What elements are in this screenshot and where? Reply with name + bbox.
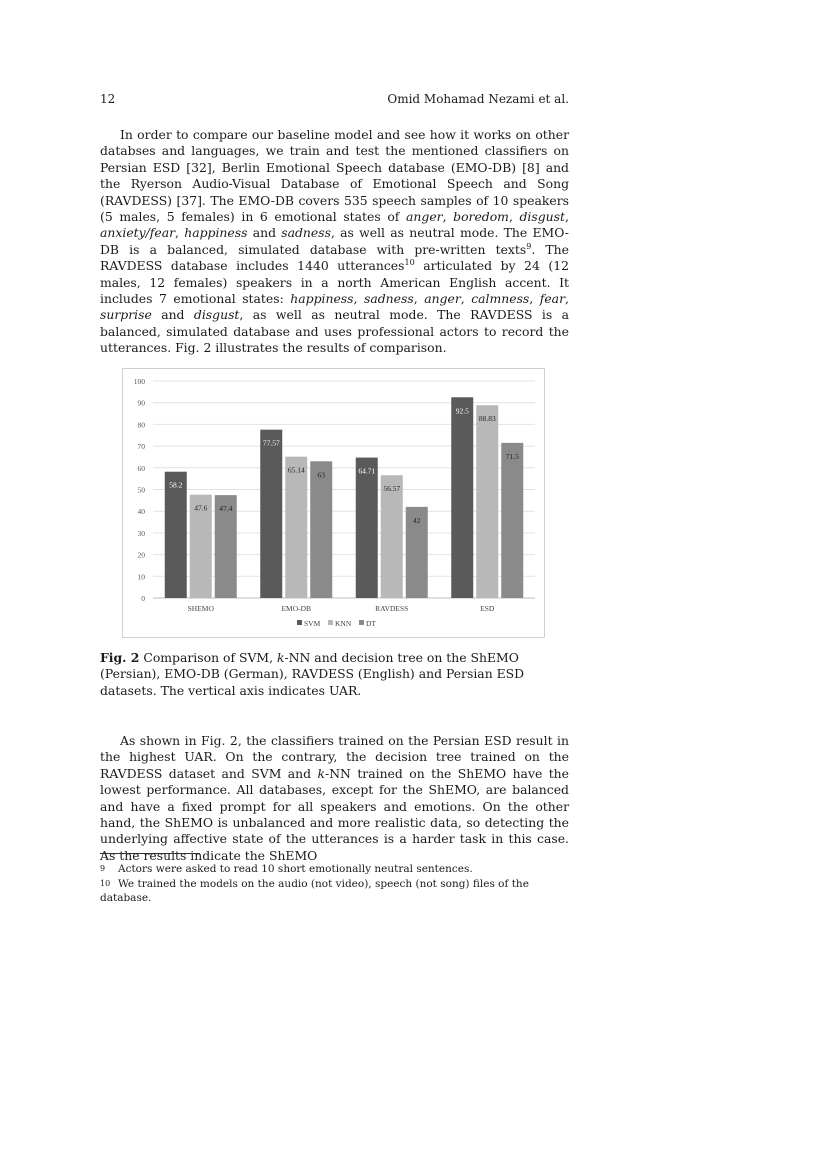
data-label: 65.14 [287, 465, 305, 475]
bar-knn [476, 405, 498, 598]
paragraph-comparison-intro: In order to compare our baseline model and see how it works on other databses and languages, we train and test the mentioned classifiers on Persian ESD [32], Berlin Emotional Speech database (EMO-DB) [8] and the Ryerson Audio-Visual Database of Emotional Speech and Song (RAVDESS) [37]. The EMO-DB covers 535 speech samples of 10 speakers (5 males, 5 females) in 6 emotional states of anger, boredom, disgust, anxiety/fear, happiness and sadness, as well as neutral mode. The EMO-DB is a balanced, simulated database with pre-written texts$^9$. The RAVDESS database includes 1440 utterances$^{10}$ articulated by 24 (12 males, 12 females) speakers in a north American English accent. It includes 7 emotional states: happiness, sadness, anger, calmness, fear, surprise and disgust, as well as neutral mode. The RAVDESS is a balanced, simulated database and uses professional actors to record the utterances. Fig. 2 illustrates the results of comparison. [100, 127, 569, 356]
page-number: 12 [100, 92, 116, 106]
x-tick-label: SHEMO [187, 604, 214, 613]
bar-chart [123, 369, 544, 637]
x-tick-label: ESD [480, 604, 495, 613]
y-tick-label: 40 [137, 507, 145, 517]
legend-swatch-svm [297, 620, 302, 625]
data-label: 77.57 [262, 438, 280, 448]
y-tick-label: 10 [137, 572, 145, 582]
legend-swatch-dt [359, 620, 364, 625]
y-tick-label: 100 [133, 377, 145, 386]
legend-label-dt: DT [366, 619, 376, 628]
bar-svm [356, 458, 378, 598]
data-label: 47.4 [219, 504, 233, 514]
data-label: 42 [413, 515, 421, 525]
y-tick-label: 90 [137, 398, 145, 408]
y-tick-label: 20 [137, 550, 145, 560]
y-tick-label: 80 [137, 420, 145, 430]
bar-svm [451, 397, 473, 598]
footnote-10: 10 We trained the models on the audio (not video), speech (not song) files of the database. [100, 878, 529, 904]
bar-dt [501, 443, 523, 598]
y-tick-label: 60 [137, 463, 145, 473]
data-label: 58.2 [169, 480, 183, 490]
bar-svm [165, 472, 187, 598]
footnote-9: 9 Actors were asked to read 10 short emotionally neutral sentences. [100, 863, 473, 875]
footnote-divider [100, 853, 200, 854]
data-label: 56.57 [383, 484, 401, 494]
data-label: 63 [317, 470, 325, 480]
data-label: 71.5 [505, 451, 519, 461]
figure-caption: Fig. 2 Comparison of SVM, k-NN and decision tree on the ShEMO (Persian), EMO-DB (German), RAVDESS (English) and Persian ESD datasets. The vertical axis indicates UAR. [100, 650, 525, 698]
data-label: 64.71 [358, 466, 376, 476]
bar-dt [310, 461, 332, 598]
x-tick-label: RAVDESS [375, 604, 409, 613]
y-tick-label: 70 [137, 442, 145, 452]
y-tick-label: 50 [137, 485, 145, 495]
y-tick-label: 30 [137, 528, 145, 538]
footnote-ref-10: 10 [404, 258, 415, 268]
data-label: 47.6 [194, 503, 208, 513]
legend-label-knn: KNN [335, 619, 352, 628]
legend-swatch-knn [328, 620, 333, 625]
footnote-ref-9: 9 [526, 241, 532, 251]
paragraph-results-discussion: As shown in Fig. 2, the classifiers trained on the Persian ESD result in the highest UAR. On the contrary, the decision tree trained on the RAVDESS dataset and SVM and k-NN trained on the ShEMO have the lowest performance. All databases, except for the ShEMO, are balanced and have a fixed prompt for all speakers and emotions. On the other hand, the ShEMO is unbalanced and more realistic data, so detecting the underlying affective state of the utterances is a harder task in this case. As the results indicate the ShEMO [100, 733, 569, 863]
figure-2-chart [122, 368, 545, 638]
legend-label-svm: SVM [304, 619, 321, 628]
bar-svm [260, 430, 282, 598]
data-label: 92.5 [455, 406, 469, 416]
bar-knn [381, 475, 403, 598]
x-tick-label: EMO-DB [281, 604, 312, 613]
data-label: 88.83 [478, 414, 496, 424]
bar-knn [285, 457, 307, 598]
running-head-authors: Omid Mohamad Nezami et al. [387, 92, 569, 106]
y-tick-label: 0 [141, 594, 145, 603]
